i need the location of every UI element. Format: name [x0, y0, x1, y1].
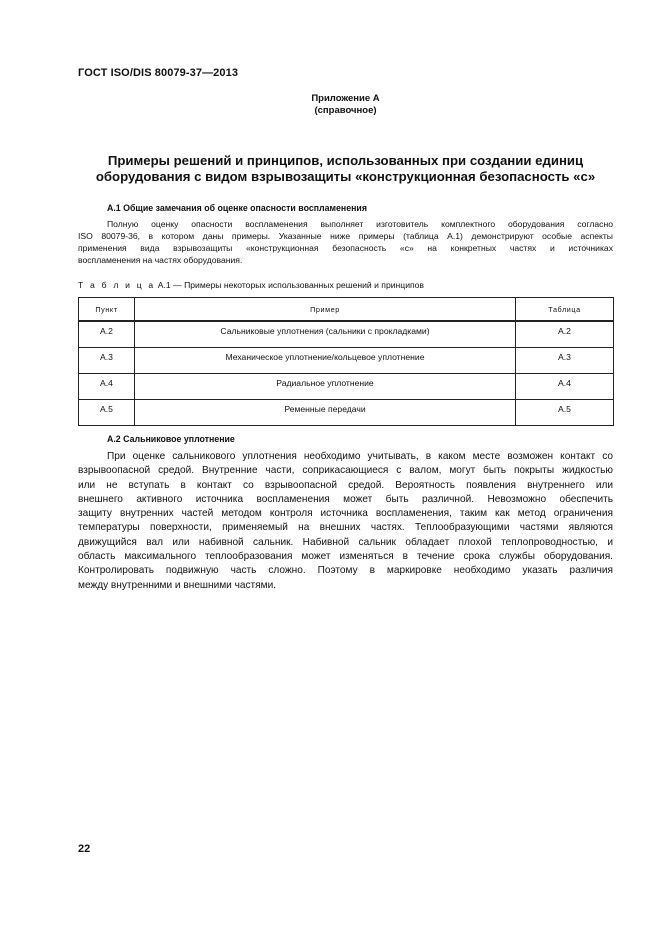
- table-caption-text: А.1 — Примеры некоторых использованных решений и принципов: [157, 280, 424, 290]
- paragraph-line: ISO 80079-36, в котором даны примеры. Указанные ниже примеры (таблица А.1) демонстрируют особые аспекты: [78, 231, 613, 241]
- page-number: 22: [78, 843, 91, 855]
- table-cell: А.3: [516, 347, 614, 373]
- paragraph-line: Полную оценку опасности воспламенения выполняет изготовитель комплектного оборудования согласно: [107, 219, 613, 229]
- table-cell: А.2: [516, 321, 614, 347]
- paragraph-line: воспламенения на частях оборудования.: [78, 255, 243, 265]
- column-header-example: Пример: [135, 298, 516, 322]
- paragraph-line: или не вступать в контакт со взрывоопасной средой. Вероятность появления внутреннего или: [78, 479, 613, 491]
- paragraph-line: защиту внутренних частей методом контроля источника воспламенения, таким как метод ограничения: [78, 508, 613, 520]
- table-cell: А.5: [516, 399, 614, 425]
- examples-table: [78, 297, 614, 426]
- paragraph-line: При оценке сальникового уплотнения необходимо учитывать, в каком месте возможен контакт со: [107, 451, 613, 462]
- annex-title: Приложение А: [311, 93, 380, 104]
- section-a1-paragraph: [78, 218, 613, 266]
- table-cell: А.4: [516, 373, 614, 399]
- page-title: [78, 153, 613, 185]
- table-cell: Ременные передачи: [135, 399, 516, 425]
- paragraph-line: движущийся вал или набивной сальник. Набивной сальник обладает плохой теплопроводностью, и: [78, 536, 613, 548]
- paragraph-line: внешнего активного источника воспламенения может быть различной. Невозможно обеспечить: [78, 493, 613, 505]
- table-cell: А.2: [79, 321, 135, 347]
- paragraph-line: температуры поверхности, применяемый на внешних частях. Теплообразующими частями являются: [78, 522, 613, 534]
- paragraph-line: область максимального теплообразования может изменяться в течение срока службы оборудования.: [78, 551, 613, 563]
- section-a1-heading: А.1 Общие замечания об оценке опасности воспламенения: [107, 203, 367, 213]
- title-line: оборудования с видом взрывозащиты «конструкционная безопасность «с»: [95, 169, 596, 184]
- title-line: Примеры решений и принципов, использованных при создании единиц: [107, 153, 584, 168]
- table-cell: А.5: [79, 399, 135, 425]
- paragraph-line: применения вида взрывозащиты «конструкционная безопасность «с» на конкретных частях и источниках: [78, 243, 613, 253]
- column-header-item: Пункт: [79, 298, 135, 322]
- paragraph-line: Контролировать подвижную часть сложно. Поэтому в маркировке необходимо указать различия: [78, 565, 613, 577]
- table-row: [79, 399, 614, 425]
- section-a2-paragraph: [78, 450, 613, 593]
- table-row: [79, 321, 614, 347]
- column-header-table: Таблица: [516, 298, 614, 322]
- table-row: [79, 347, 614, 373]
- table-cell: А.3: [79, 347, 135, 373]
- table-header-row: [79, 298, 614, 322]
- document-header: ГОСТ ISO/DIS 80079-37—2013: [78, 67, 239, 79]
- paragraph-line: между внутренними и внешними частями.: [78, 579, 277, 591]
- table-cell: Сальниковые уплотнения (сальники с прокладками): [135, 321, 516, 347]
- table-caption: [78, 280, 424, 290]
- table-cell: Радиальное уплотнение: [135, 373, 516, 399]
- table-caption-prefix: Т а б л и ц а: [78, 280, 156, 290]
- section-a2-heading: А.2 Сальниковое уплотнение: [107, 434, 235, 444]
- paragraph-line: взрывоопасной средой. Внутренние части, соприкасающиеся с валом, могут быть покрыты жидкостью: [78, 465, 613, 477]
- annex-subtitle: (справочное): [314, 105, 377, 116]
- annex-heading: [78, 93, 613, 117]
- table-cell: Механическое уплотнение/кольцевое уплотнение: [135, 347, 516, 373]
- table-cell: А.4: [79, 373, 135, 399]
- table-row: [79, 373, 614, 399]
